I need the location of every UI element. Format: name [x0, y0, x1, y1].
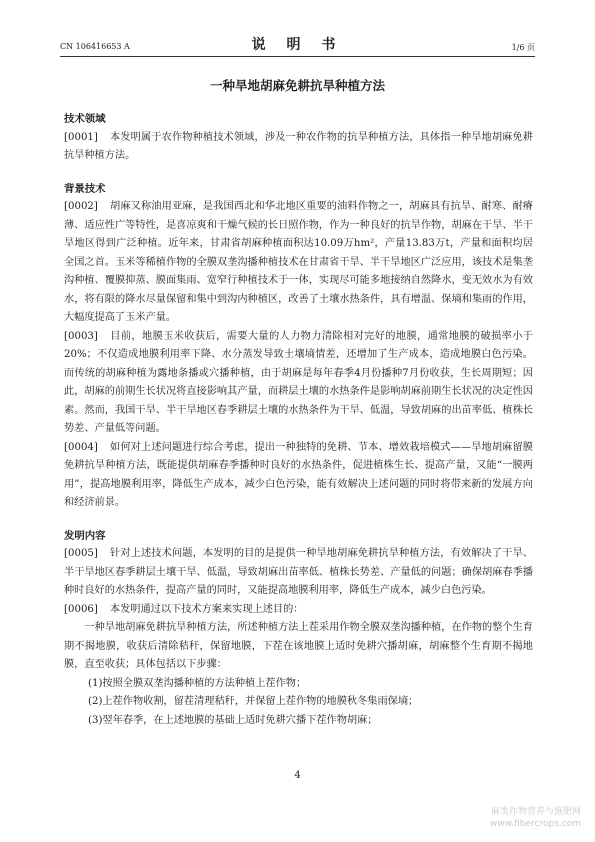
page-number: 4	[294, 770, 301, 781]
document-body	[64, 110, 533, 730]
section-heading-background: 背景技术	[64, 182, 106, 195]
paragraph-number: [0006]	[64, 603, 98, 615]
step-1: (1)按照全膜双垄沟播种植的方法种植上茬作物；	[88, 677, 307, 689]
paragraph-number: [0003]	[64, 330, 98, 342]
invention-title: 一种旱地胡麻免耕抗旱种植方法	[209, 78, 385, 93]
section-heading-invention: 发明内容	[64, 529, 106, 542]
paragraph-0002	[64, 198, 533, 328]
paragraph-0006	[64, 601, 533, 620]
paragraph-0006-body: 一种旱地胡麻免耕抗旱种植方法，所述种植方法上茬采用作物全膜双垄沟播种植，在作物的整个生育期不揭地膜，收获后清除秸秆，保留地膜，下茬在该地膜上适时免耕穴播胡麻，胡麻整个生育期不揭地膜，直至收获；具体包括以下步骤：	[64, 622, 533, 670]
paragraph-text: 如何对上述问题进行综合考虑，提出一种独特的免耕、节本、增效栽培模式——旱地胡麻留膜免耕抗旱种植方法，既能提供胡麻春季播种时良好的水热条件，促进植株生长、提高产量，又能“一膜两用”，提高地膜利用率，降低生产成本，减少白色污染，能有效解决上述问题的同时将带来新的发展方向和经济前景。	[64, 441, 533, 508]
paragraph-text: 本发明通过以下技术方案来实现上述目的：	[109, 603, 304, 615]
page-header	[60, 34, 535, 57]
step-3: (3)翌年春季，在上述地膜的基础上适时免耕穴播下茬作物胡麻；	[88, 714, 378, 726]
paragraph-number: [0001]	[64, 131, 98, 143]
watermark-line-2: www.fibercrops.com	[490, 819, 581, 829]
paragraph-number: [0004]	[64, 441, 98, 453]
step-2: (2)上茬作物收割，留茬清理秸秆，并保留上茬作物的地膜秋冬集雨保墒；	[88, 696, 419, 707]
paragraph-0003	[64, 328, 533, 439]
watermark-line-1: 麻类作物营养与施肥网	[490, 807, 581, 817]
paragraph-number: [0005]	[64, 548, 98, 559]
publication-number: CN 106416653 A	[60, 42, 130, 51]
paragraph-text: 针对上述技术问题，本发明的目的是提供一种旱地胡麻免耕抗旱种植方法，有效解决了干旱、半干旱地区春季耕层土壤干旱、低温，导致胡麻出苗率低、植株长势差、产量低的问题；确保胡麻春季播种时良好的水热条件，提高产量的同时，又能提高地膜利用率，降低生产成本，减少白色污染。	[64, 548, 533, 596]
paragraph-0005	[64, 545, 533, 601]
paragraph-text: 目前，地膜玉米收获后，需要大量的人力物力清除相对完好的地膜，通常地膜的破损率小于20%；不仅造成地膜利用率下降、水分蒸发导致土壤墒情差，还增加了生产成本，造成地膜白色污染。而传统的胡麻种植为露地条播或穴播种植，由于胡麻是每年春季4月份播种7月份收获，生长周期短；因此，胡麻的前期生长状况将直接影响其产量，而耕层土壤的水热条件是影响胡麻前期生长状况的决定性因素。然而，我国干旱、半干旱地区春季耕层土壤的水热条件为干旱、低温，导致胡麻的出苗率低、植株长势差、产量低等问题。	[64, 330, 533, 434]
paragraph-number: [0002]	[64, 201, 98, 212]
page-info: 1/6 页	[511, 43, 535, 52]
paragraph-0001	[64, 129, 533, 166]
section-heading-field: 技术领域	[64, 113, 106, 125]
paragraph-text: 本发明属于农作物种植技术领域，涉及一种农作物的抗旱种植方法，具体指一种旱地胡麻免耕抗旱种植方法。	[64, 131, 533, 161]
document-type-title: 说 明 书	[251, 37, 344, 53]
watermark	[490, 806, 581, 830]
paragraph-text: 胡麻又称油用亚麻，是我国西北和华北地区重要的油料作物之一，胡麻具有抗旱、耐寒、耐瘠薄、适应性广等特性，是喜凉爽和干燥气候的长日照作物，作为一种良好的抗旱作物，胡麻在干旱、半干旱地区得到广泛种植。近年来，甘肃省胡麻种植面积达10.09万hm²，产量13.83万t，产量和面积均居全国之首。玉米等稀植作物的全膜双垄沟播种植技术在甘肃省干旱、半干旱地区广泛应用，该技术是集垄沟种植、覆膜抑蒸、膜面集雨、宽窄行种植技术于一体，实现尽可能多地接纳自然降水，变无效水为有效水，将有限的降水尽量保留和集中到沟内种植区，改善了土壤水热条件，具有增温、保墒和集雨的作用，大幅度提高了玉米产量。	[64, 201, 533, 323]
paragraph-0004	[64, 439, 533, 513]
